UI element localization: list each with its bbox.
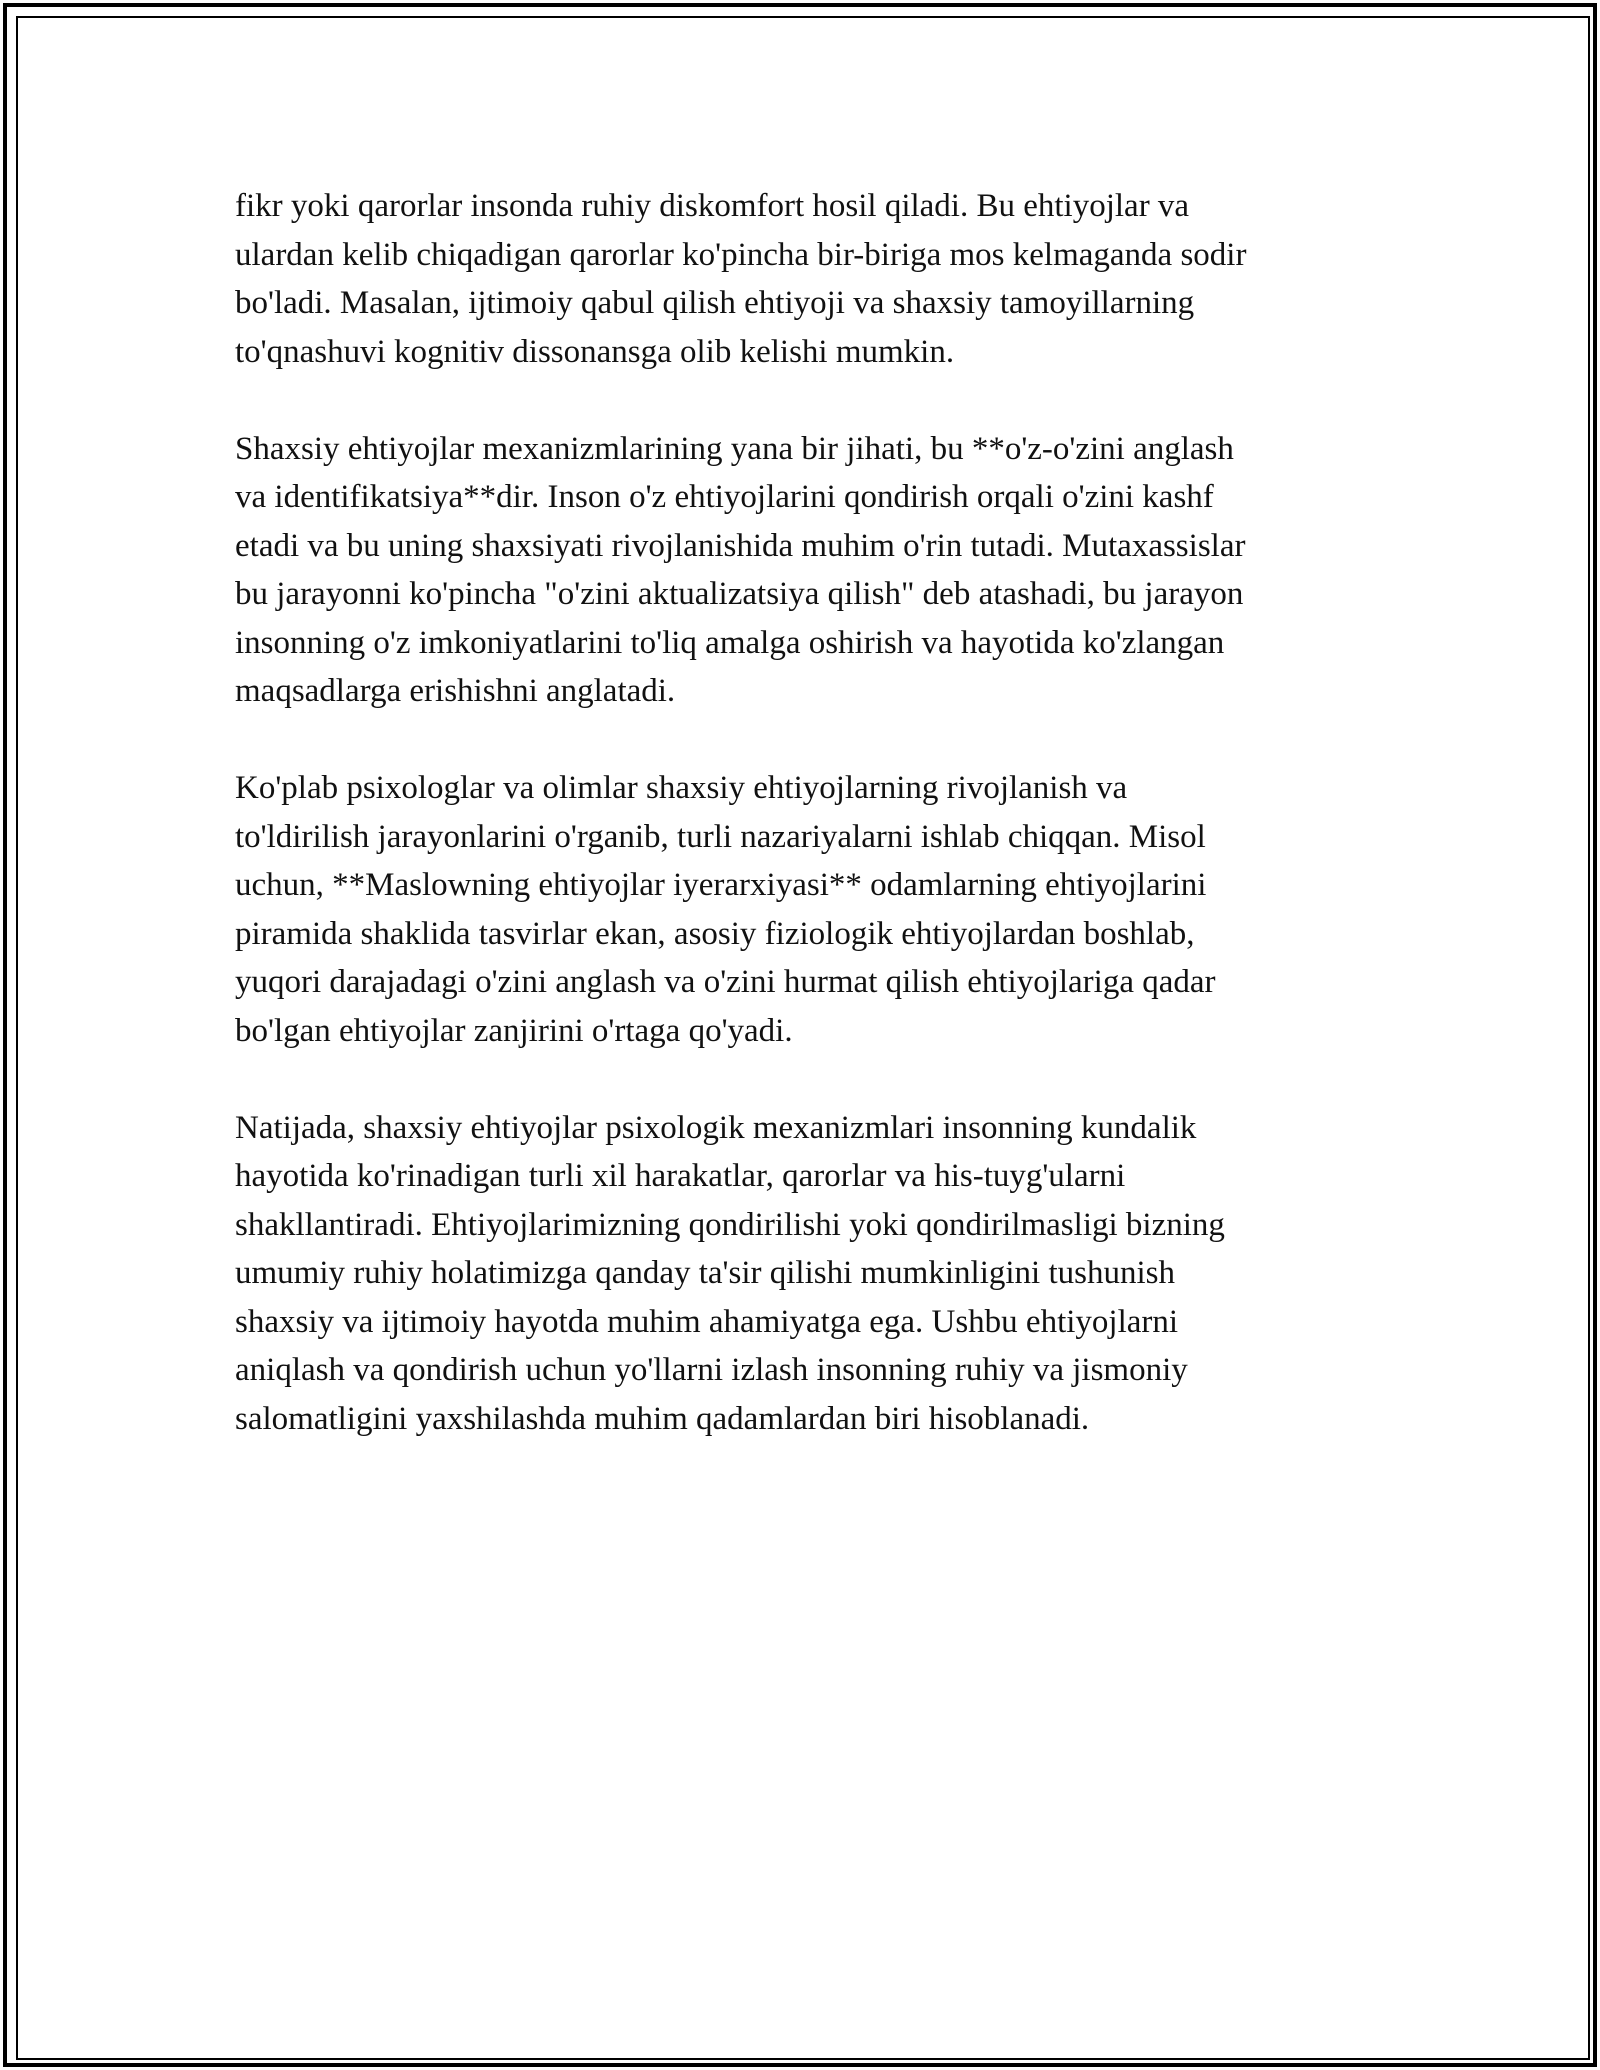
document-body xyxy=(235,182,1400,1492)
paragraph-4: Natijada, shaxsiy ehtiyojlar psixologik mexanizmlari insonning kundalik hayotida ko'rinadigan turli xil harakatlar, qarorlar va his-tuyg'ularni shakllantiradi. Ehtiyojlarimizning qondirilishi yoki qondirilmasligi bizning umumiy ruhiy holatimizga qanday ta'sir qilishi mumkinligini tushunish shaxsiy va ijtimoiy hayotda muhim ahamiyatga ega. Ushbu ehtiyojlarni aniqlash va qondirish uchun yo'llarni izlash insonning ruhiy va jismoniy salomatligini yaxshilashda muhim qadamlardan biri hisoblanadi. xyxy=(235,1109,1225,1437)
paragraph-1: fikr yoki qarorlar insonda ruhiy diskomfort hosil qiladi. Bu ehtiyojlar va ulardan kelib chiqadigan qarorlar ko'pincha bir-biriga mos kelmaganda sodir bo'ladi. Masalan, ijtimoiy qabul qilish ehtiyoji va shaxsiy tamoyillarning to'qnashuvi kognitiv dissonansga olib kelishi mumkin. xyxy=(235,188,1247,370)
paragraph-2: Shaxsiy ehtiyojlar mexanizmlarining yana bir jihati, bu **o'z-o'zini anglash va identifikatsiya**dir. Inson o'z ehtiyojlarini qondirish orqali o'zini kashf etadi va bu uning shaxsiyati rivojlanishida muhim o'rin tutadi. Mutaxassislar bu jarayonni ko'pincha "o'zini aktualizatsiya qilish" deb atashadi, bu jarayon insonning o'z imkoniyatlarini to'liq amalga oshirish va hayotida ko'zlangan maqsadlarga erishishni anglatadi. xyxy=(235,430,1246,709)
paragraph-3: Ko'plab psixologlar va olimlar shaxsiy ehtiyojlarning rivojlanish va to'ldirilish jarayonlarini o'rganib, turli nazariyalarni ishlab chiqqan. Misol uchun, **Maslowning ehtiyojlar iyerarxiyasi** odamlarning ehtiyojlarini piramida shaklida tasvirlar ekan, asosiy fiziologik ehtiyojlardan boshlab, yuqori darajadagi o'zini anglash va o'zini hurmat qilish ehtiyojlariga qadar bo'lgan ehtiyojlar zanjirini o'rtaga qo'yadi. xyxy=(235,770,1216,1049)
